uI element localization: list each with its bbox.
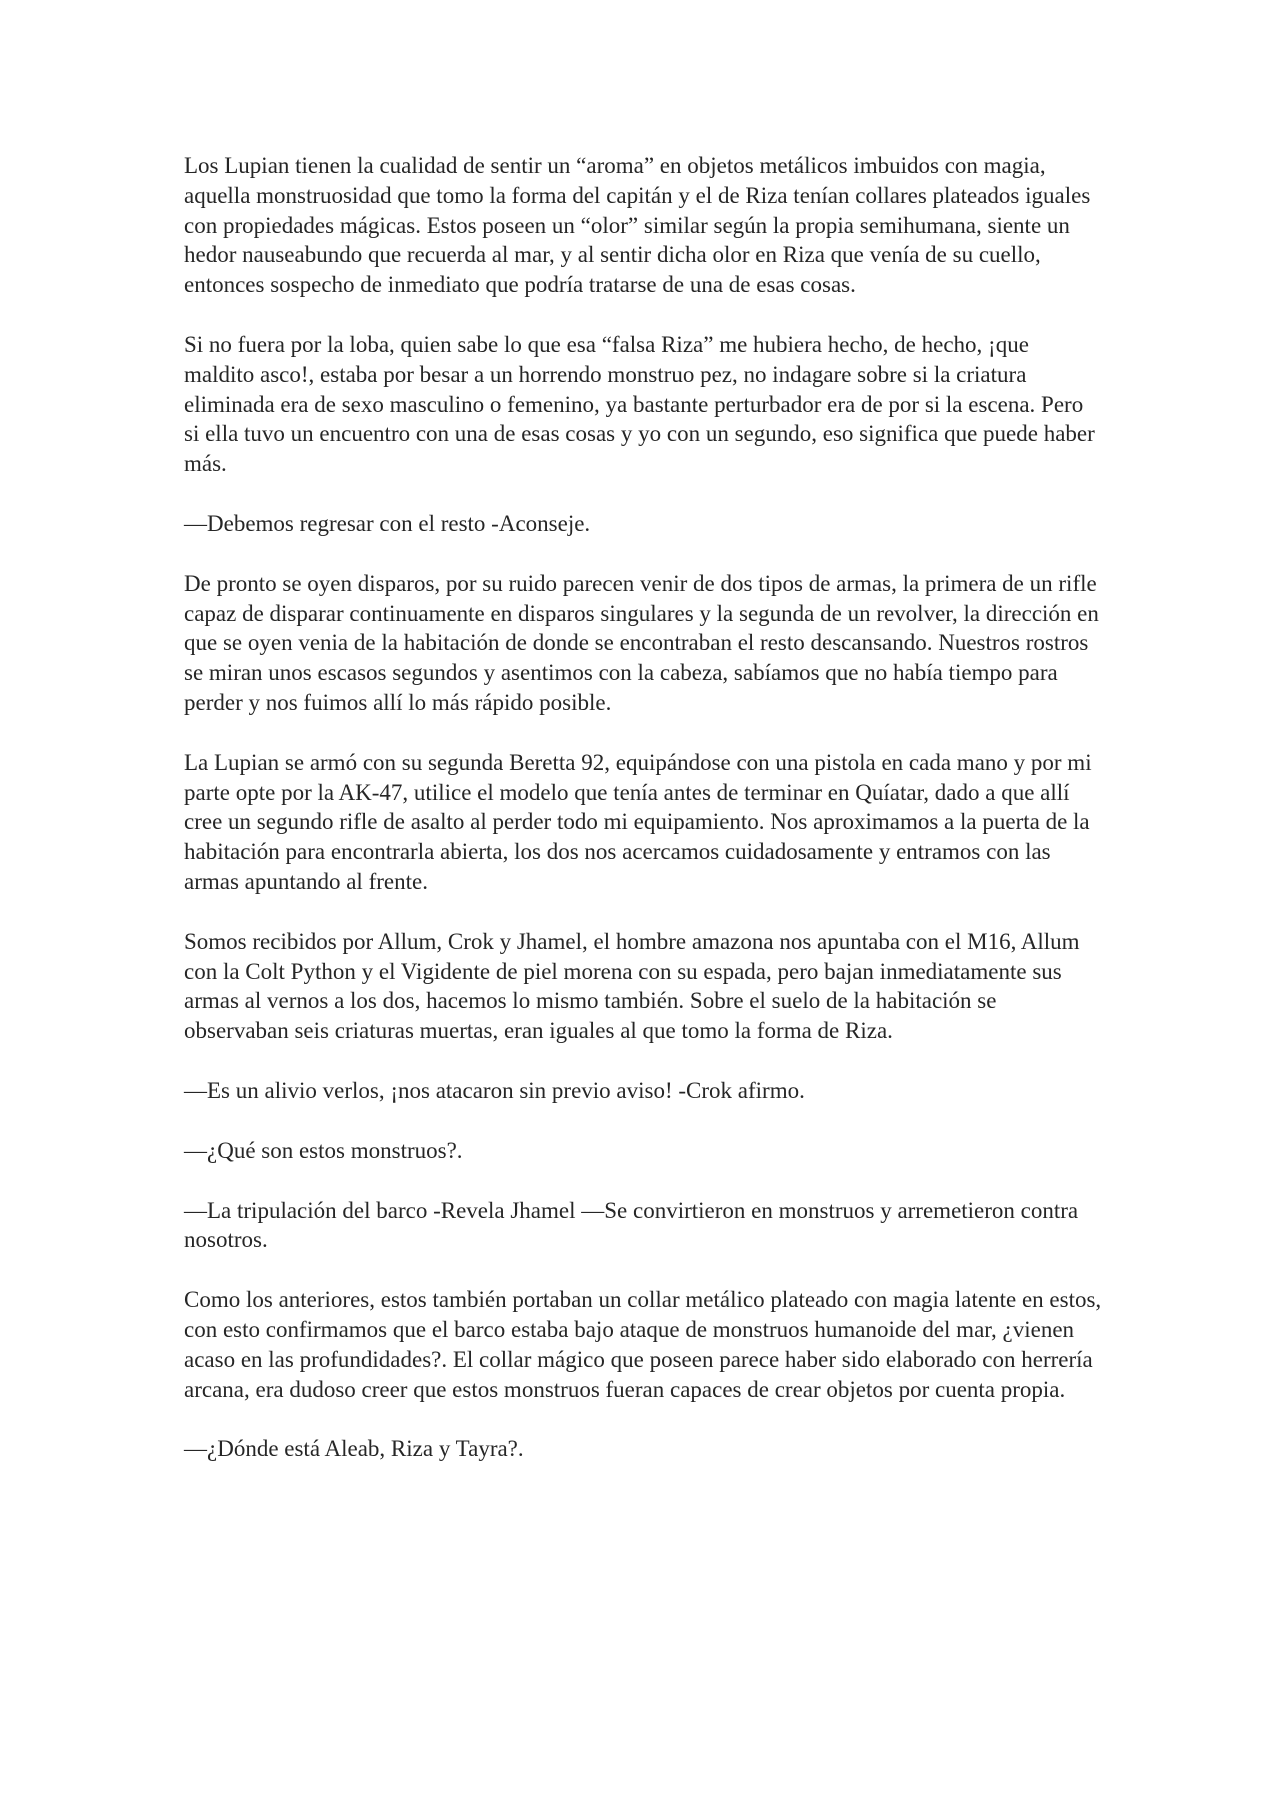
dialogue-line: —¿Dónde está Aleab, Riza y Tayra?.: [184, 1436, 524, 1462]
dialogue-line: —Debemos regresar con el resto -Aconseje.: [184, 510, 591, 536]
paragraph: La Lupian se armó con su segunda Beretta 92, equipándose con una pistola en cada mano y por mi parte opte por la AK-47, utilice el modelo que tenía antes de terminar en Quíatar, dado a que allí cree un segundo rifle de asalto al perder todo mi equipamiento. Nos aproximamos a la puerta de la habitación para encontrarla abierta, los dos nos acercamos cuidadosamente y entramos con las armas apuntando al frente.: [184, 749, 1092, 894]
paragraph: Como los anteriores, estos también portaban un collar metálico plateado con magia latente en estos, con esto confirmamos que el barco estaba bajo ataque de monstruos humanoide del mar, ¿vienen acaso en las profundidades?. El collar mágico que poseen parece haber sido elaborado con herrería arcana, era dudoso creer que estos monstruos fueran capaces de crear objetos por cuenta propia.: [184, 1287, 1102, 1402]
paragraph: Los Lupian tienen la cualidad de sentir un “aroma” en objetos metálicos imbuidos con magia, aquella monstruosidad que tomo la forma del capitán y el de Riza tenían collares plateados iguales con propiedades mágicas. Estos poseen un “olor” similar según la propia semihumana, siente un hedor nauseabundo que recuerda al mar, y al sentir dicha olor en Riza que venía de su cuello, entonces sospecho de inmediato que podría tratarse de una de esas cosas.: [184, 153, 1091, 298]
dialogue-line: —La tripulación del barco -Revela Jhamel —Se convirtieron en monstruos y arremetieron contra nosotros.: [184, 1197, 1079, 1253]
document-body: [184, 151, 1104, 1494]
dialogue-line: —Es un alivio verlos, ¡nos atacaron sin previo aviso! -Crok afirmo.: [184, 1077, 805, 1103]
dialogue-line: —¿Qué son estos monstruos?.: [184, 1137, 463, 1163]
paragraph: Si no fuera por la loba, quien sabe lo que esa “falsa Riza” me hubiera hecho, de hecho, ¡que maldito asco!, estaba por besar a un horrendo monstruo pez, no indagare sobre si la criatura eliminada era de sexo masculino o femenino, ya bastante perturbador era de por si la escena. Pero si ella tuvo un encuentro con una de esas cosas y yo con un segundo, eso significa que puede haber más.: [184, 331, 1095, 477]
paragraph: Somos recibidos por Allum, Crok y Jhamel, el hombre amazona nos apuntaba con el M16, Allum con la Colt Python y el Vigidente de piel morena con su espada, pero bajan inmediatamente sus armas al vernos a los dos, hacemos lo mismo también. Sobre el suelo de la habitación se observaban seis criaturas muertas, eran iguales al que tomo la forma de Riza.: [184, 928, 1080, 1044]
paragraph: De pronto se oyen disparos, por su ruido parecen venir de dos tipos de armas, la primera de un rifle capaz de disparar continuamente en disparos singulares y la segunda de un revolver, la dirección en que se oyen venia de la habitación de donde se encontraban el resto descansando. Nuestros rostros se miran unos escasos segundos y asentimos con la cabeza, sabíamos que no había tiempo para perder y nos fuimos allí lo más rápido posible.: [184, 570, 1099, 715]
